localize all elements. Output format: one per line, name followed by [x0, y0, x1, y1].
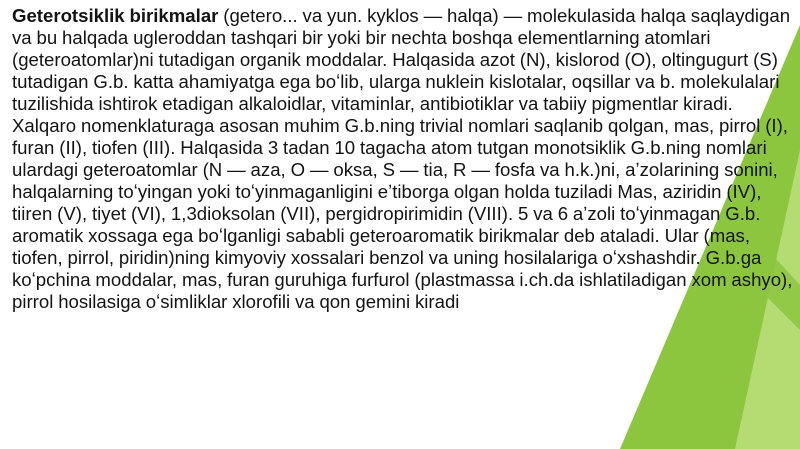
definition-paragraph	[12, 5, 794, 313]
definition-text: (getero... va yun. kyklos — halqa) — molekulasida halqa saqlaydigan va bu halqada ugleroddan tashqari bir yoki bir nechta boshqa elementlarning atomlari (geteroatomlar)ni tutadigan organik moddalar. Halqasida azot (N), kislorod (O), oltingugurt (S) tutadigan G.b. katta ahamiyatga ega boʻlib, ularga nuklein kislotalar, oqsillar va b. molekulalari tuzilishida ishtirok etadigan alkaloidlar, vitaminlar, antibiotiklar va tabiiy pigmentlar kiradi. Xalqaro nomenklaturaga asosan muhim G.b.ning trivial nomlari saqlanib qolgan, mas, pirrol (I), furan (II), tiofen (III). Halqasida 3 tadan 10 tagacha atom tutgan monotsiklik G.b.ning nomlari ulardagi geteroatomlar (N — aza, O — oksa, S — tia, R — fosfa va h.k.)ni, aʼzolarining sonini, halqalarning toʻyingan yoki toʻyinmaganligini eʼtiborga olgan holda tuziladi Mas, aziridin (IV), tiiren (V), tiyet (VI), 1,3dioksolan (VII), pergidropirimidin (VIII). 5 va 6 aʼzoli toʻyinmagan G.b. aromatik xossaga ega boʻlganligi sababli geteroaromatik birikmalar deb ataladi. Ular (mas, tiofen, pirrol, piridin)ning kimyoviy xossalari benzol va uning hosilalariga oʻxshashdir. G.b.ga koʻpchina moddalar, mas, furan guruhiga furfurol (plastmassa i.ch.da ishlatiladigan xom ashyo), pirrol hosilasiga oʻsimliklar xlorofili va qon gemini kiradi	[12, 5, 793, 312]
term-title: Geterotsiklik birikmalar	[12, 5, 219, 26]
